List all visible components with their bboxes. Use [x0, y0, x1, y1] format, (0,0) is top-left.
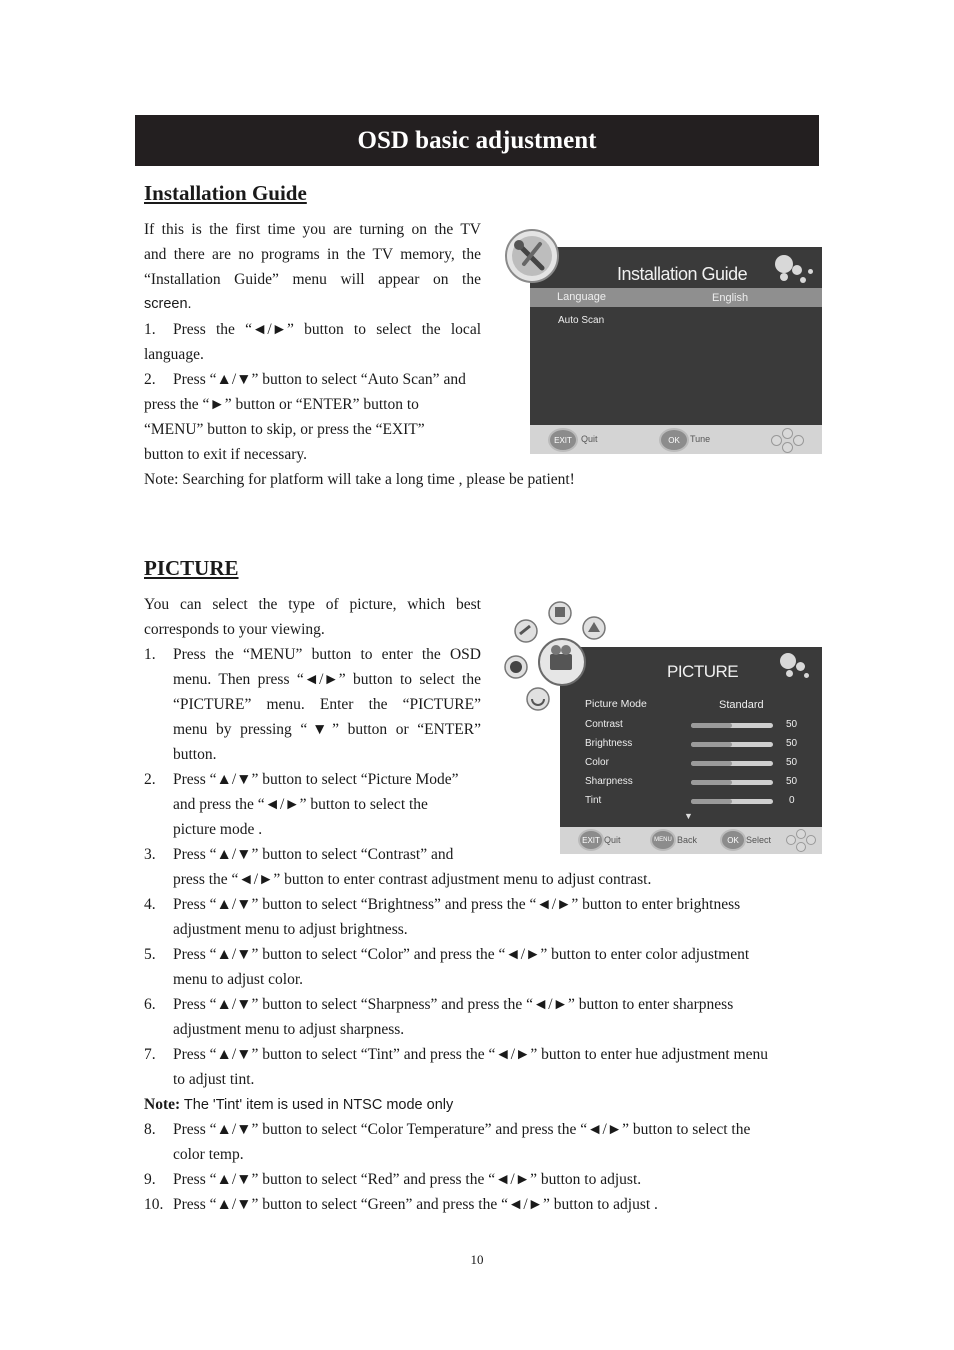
step-text: to adjust tint. — [173, 1071, 255, 1088]
quit-label: Quit — [581, 434, 598, 444]
step-text: Press the “◄/►” button to select the local — [173, 321, 481, 338]
tune-label: Tune — [690, 434, 711, 444]
step-number: 3. — [144, 846, 156, 863]
picture-heading: PICTURE — [144, 556, 239, 580]
step-text: color temp. — [173, 1146, 244, 1163]
picture-step-1 — [144, 642, 481, 767]
install-intro-line: If this is the first time you are turning on the TV — [144, 221, 481, 238]
step-text: adjustment menu to adjust brightness. — [173, 921, 408, 938]
setting-label: Color — [585, 757, 609, 768]
install-intro-line: and there are no programs in the TV memory, the — [144, 246, 481, 263]
section-banner: OSD basic adjustment — [135, 115, 819, 166]
screen-footer — [530, 425, 822, 454]
step-text: press the “◄/►” button to enter contrast adjustment menu to adjust contrast. — [173, 871, 652, 888]
picture-intro-line: You can select the type of picture, which best — [144, 596, 481, 613]
install-intro — [144, 217, 481, 317]
setting-value: 50 — [786, 757, 798, 768]
setting-value: 0 — [789, 795, 795, 806]
picture-setting-row[interactable] — [560, 755, 822, 773]
note-text: The 'Tint' item is used in NTSC mode only — [180, 1097, 454, 1113]
setting-slider[interactable] — [691, 723, 773, 728]
step-number: 8. — [144, 1121, 156, 1138]
step-number: 9. — [144, 1171, 156, 1188]
scroll-down-arrow-icon: ▼ — [684, 811, 693, 821]
setting-label: Sharpness — [585, 776, 633, 787]
setting-label: Tint — [585, 795, 602, 806]
install-step-1 — [144, 317, 481, 367]
step-number: 1. — [144, 321, 156, 338]
step-text: button to exit if necessary. — [144, 446, 307, 463]
step-text: “PICTURE” menu. Enter the “PICTURE” — [173, 696, 481, 713]
language-row[interactable] — [530, 288, 822, 307]
step-text: Press “▲/▼” button to select “Color Temperature” and press the “◄/►” button to select the — [173, 1121, 751, 1138]
step-number: 6. — [144, 996, 156, 1013]
install-intro-line: “Installation Guide” menu will appear on the — [144, 271, 481, 288]
install-step-2 — [144, 367, 504, 467]
screen-title: PICTURE — [667, 662, 739, 681]
step-text: Press “▲/▼” button to select “Color” and press the “◄/►” button to enter color adjustment — [173, 946, 750, 963]
picture-setting-row[interactable] — [560, 793, 822, 811]
step-text: Press “▲/▼” button to select “Green” and press the “◄/►” button to adjust . — [173, 1196, 658, 1213]
step-text: menu by pressing “▼” button or “ENTER” — [173, 721, 481, 738]
step-text: and press the “◄/►” button to select the — [173, 796, 428, 813]
step-text: Press “▲/▼” button to select “Red” and press the “◄/►” button to adjust. — [173, 1171, 642, 1188]
menu-button[interactable]: MENU — [650, 829, 676, 851]
step-text: Press “▲/▼” button to select “Picture Mode” — [173, 771, 459, 788]
picture-intro — [144, 592, 481, 642]
setting-slider[interactable] — [691, 780, 773, 785]
tools-icon — [504, 228, 560, 284]
step-number: 7. — [144, 1046, 156, 1063]
setting-value: 50 — [786, 719, 798, 730]
setting-value: 50 — [786, 776, 798, 787]
select-label: Select — [746, 835, 772, 845]
auto-scan-item[interactable]: Auto Scan — [558, 315, 605, 326]
step-text: press the “►” button or “ENTER” button to — [144, 396, 419, 413]
install-note: Note: Searching for platform will take a long time , please be patient! — [144, 471, 575, 488]
step-text: Press “▲/▼” button to select “Tint” and press the “◄/►” button to enter hue adjustment menu — [173, 1046, 768, 1063]
setting-value: 50 — [786, 738, 798, 749]
step-text: “MENU” button to skip, or press the “EXIT” — [144, 421, 425, 438]
picture-intro-line: corresponds to your viewing. — [144, 621, 325, 638]
step-text: Press “▲/▼” button to select “Sharpness” and press the “◄/►” button to enter sharpness — [173, 996, 734, 1013]
step-number: 1. — [144, 646, 156, 663]
step-text: adjustment menu to adjust sharpness. — [173, 1021, 405, 1038]
step-number: 5. — [144, 946, 156, 963]
page-number: 10 — [470, 1252, 484, 1267]
picture-setting-row[interactable] — [560, 736, 822, 754]
screen-title: Installation Guide — [617, 264, 748, 284]
step-text: Press “▲/▼” button to select “Contrast” and — [173, 846, 454, 863]
setting-label: Brightness — [585, 738, 633, 749]
setting-slider[interactable] — [691, 742, 773, 747]
setting-slider[interactable] — [691, 799, 773, 804]
ok-button[interactable]: OK — [659, 428, 689, 452]
step-text: Press “▲/▼” button to select “Brightness” and press the “◄/►” button to enter brightness — [173, 896, 741, 913]
step-number: 2. — [144, 771, 156, 788]
tint-note — [144, 1092, 453, 1118]
note-label: Note: — [144, 1096, 181, 1113]
language-label: Language — [557, 291, 606, 303]
step-text: Press “▲/▼” button to select “Auto Scan” and — [173, 371, 466, 388]
step-text: language. — [144, 346, 204, 363]
picture-mode-value: Standard — [719, 699, 764, 711]
back-label: Back — [677, 835, 698, 845]
step-text: Press the “MENU” button to enter the OSD — [173, 646, 481, 663]
exit-button[interactable]: EXIT — [578, 829, 604, 851]
screen-footer — [560, 827, 822, 854]
quit-label: Quit — [604, 835, 621, 845]
step-text: menu. Then press “◄/►” button to select the — [173, 671, 481, 688]
step-text: button. — [173, 746, 217, 763]
install-intro-line: screen. — [144, 296, 192, 312]
setting-slider[interactable] — [691, 761, 773, 766]
step-number: 2. — [144, 371, 156, 388]
installation-guide-screenshot — [530, 247, 822, 454]
step-text: picture mode . — [173, 821, 263, 838]
setting-label: Contrast — [585, 719, 623, 730]
ok-button[interactable]: OK — [720, 829, 746, 851]
installation-guide-heading: Installation Guide — [144, 181, 307, 205]
step-number: 4. — [144, 896, 156, 913]
exit-button[interactable]: EXIT — [548, 428, 578, 452]
step-text: menu to adjust color. — [173, 971, 304, 988]
picture-setting-row[interactable] — [560, 774, 822, 792]
picture-mode-label[interactable]: Picture Mode — [585, 698, 647, 710]
picture-setting-row[interactable] — [560, 717, 822, 735]
menu-icon-ring — [502, 600, 614, 716]
step-number: 10. — [144, 1196, 164, 1213]
language-value: English — [712, 292, 749, 304]
